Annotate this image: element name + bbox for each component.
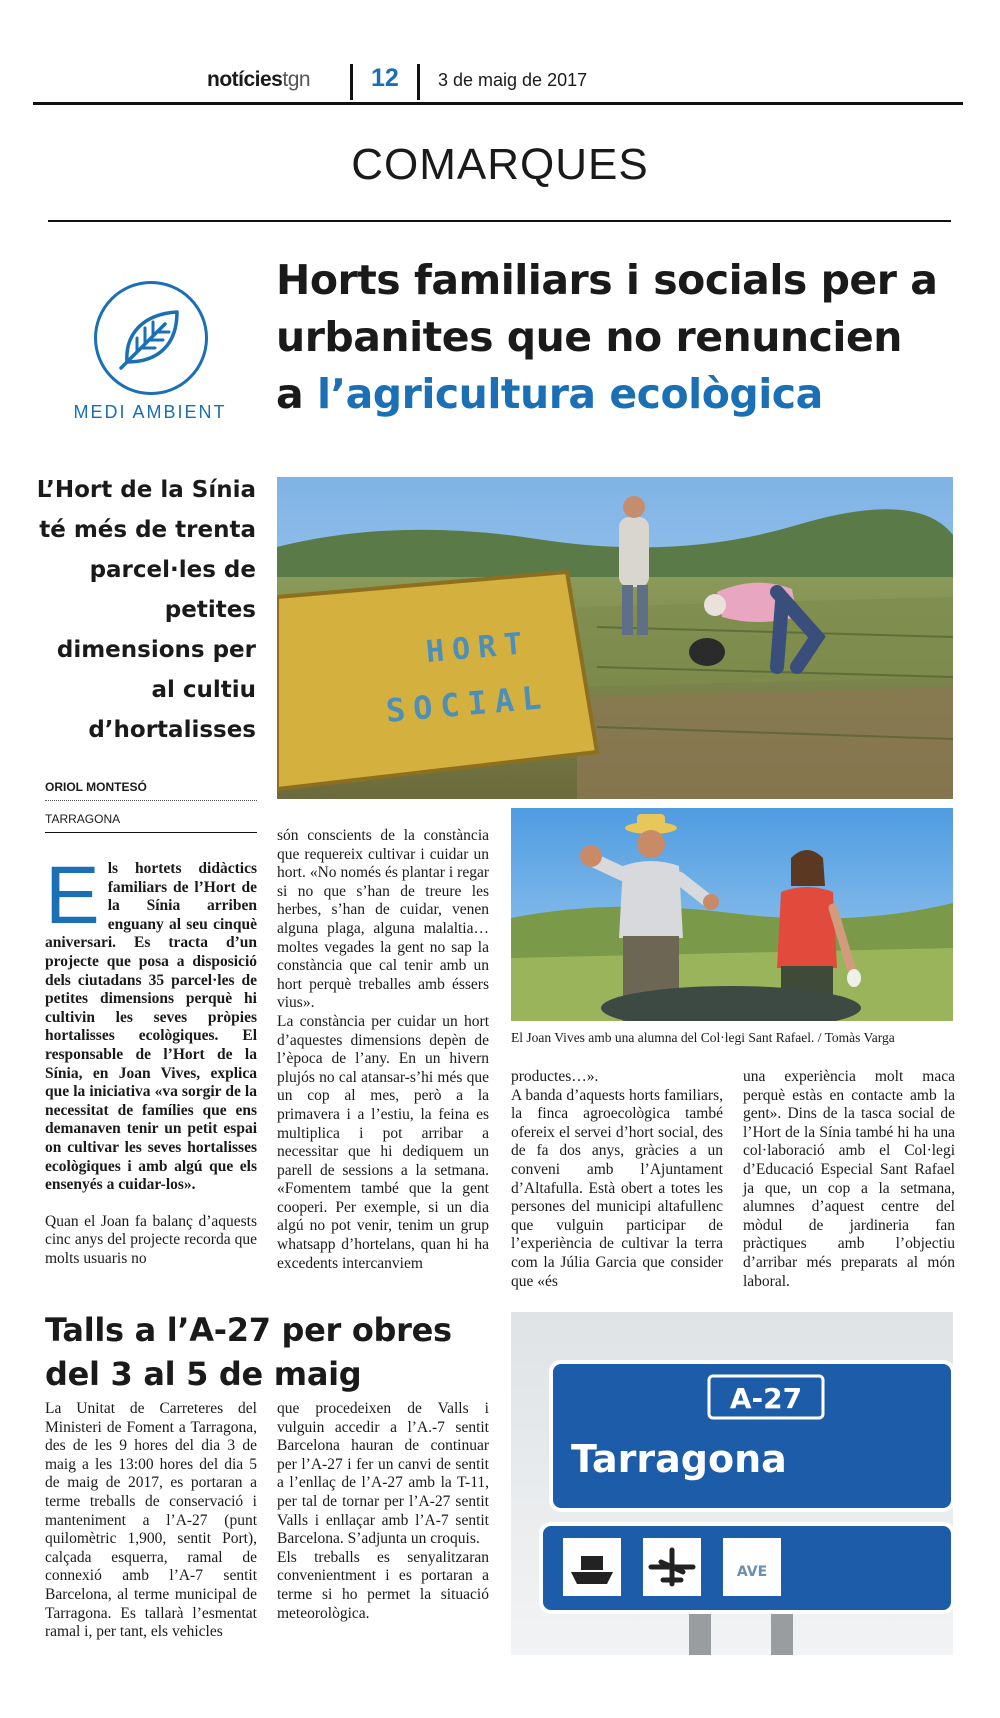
sign-city: Tarragona (571, 1437, 787, 1481)
masthead (33, 60, 963, 104)
brand-logo: notíciestgn (207, 68, 311, 91)
sign-text: HORT (424, 626, 532, 670)
section-title: COMARQUES (351, 140, 649, 189)
article-column-3 (511, 1068, 723, 1291)
sign-road-number: A-27 (729, 1382, 803, 1415)
paragraph: Els treballs es senyalitzaran convenientment i es portaran a terme si ho permet la situació meteorològica. (277, 1548, 489, 1622)
paragraph: productes…». (511, 1068, 599, 1085)
paragraph: La Unitat de Carreteres del Ministeri de Foment a Tarragona, des de les 9 hores del dia 3 de maig a les 13:00 hores del dia 5 de maig de 2017, es portaran a terme treballs de conservació i manteniment a l’A-27 (punt quilomètric 1,900, sentit Port), calçada esquerra, ramal de connexió amb l’A-7 sentit Barcelona, al terme municipal de Tarragona. Es tallarà l’esmentat ramal i, per tant, els vehicles (45, 1400, 257, 1641)
sign-text: SOCIAL (384, 677, 551, 730)
paragraph: una experiència molt maca perquè estàs en contacte amb la gent». Dins de la tasca social de l’Hort de la Sínia també hi ha una col·laboració amb el Col·legi d’Educació Especial Sant Rafael ja que, un cop a la setmana, alumnes d’aquest centre del mòdul de jardineria fan pràctiques amb l’objectiu d’arribar més preparats al món laboral. (743, 1068, 955, 1290)
paragraph: que procedeixen de Valls i vulguin accedir a l’A.-7 sentit Barcelona hauran de continuar per l’A-27 i fer un canvi de sentit a l’enllaç de l’A-27 amb la T-11, per tal de tornar per l’A-27 sentit Valls i enllaçar amb l’A-7 sentit Barcelona. S’adjunta un croquis. (277, 1400, 489, 1548)
subheadline: L’Hort de la Sínia té més de trenta parcel·les de petites dimensions per al cultiu d’hortalisses (36, 477, 256, 743)
section-rule (48, 220, 951, 222)
photo-caption: El Joan Vives amb una alumna del Col·legi Sant Rafael. / Tomàs Varga (511, 1030, 895, 1045)
header-rule (33, 102, 963, 105)
lead-paragraph: Els hortets didàctics familiars de l’Hort de la Sínia arriben enguany al seu cinquè aniversari. Es tracta d’un projecte que posa a disposició dels ciutadans 35 parcel·les de petites dimensions perquè hi cultivin les seves pròpies hortalisses ecològiques. El responsable de l’Hort de la Sínia, en Joan Vives, explica que la iniciativa «va sorgir de la necessitat de famílies que ens demanaven tenir un petit espai on cultivar les seves hortalisses ecològiques i amb algú que els ensenyés a cuidar-los». (45, 850, 257, 1194)
photo-hort-social (277, 477, 953, 799)
photo-joan-vives (511, 808, 953, 1021)
dateline-place: TARRAGONA (45, 812, 257, 833)
header-separator (417, 64, 420, 100)
article2-column-1 (45, 1400, 257, 1642)
badge-circle (94, 281, 208, 395)
issue-date: 3 de maig de 2017 (438, 70, 588, 90)
paragraph: són conscients de la constància que requereix cultivar i cuidar un hort. «No només és plantar i regar si no que s’han de treure les herbes, s’han de cuidar, venen alguna plaga, alguna malaltia… moltes vegades la gent no sap la constància que cal tenir amb un hort perquè treballes amb éssers vius». (277, 827, 489, 1012)
drop-cap: E (45, 850, 100, 941)
author-byline: ORIOL MONTESÓ (45, 780, 257, 801)
article2-column-2 (277, 1400, 489, 1623)
page-number: 12 (371, 64, 399, 92)
headline: Horts familiars i socials per a urbanites que no renuncien a l’agricultura ecològica (276, 256, 938, 418)
headline-secondary: Talls a l’A-27 per obres del 3 al 5 de maig (45, 1311, 452, 1393)
article-column-1 (45, 850, 257, 1268)
photo-road-sign (511, 1312, 953, 1655)
paragraph: A banda d’aquests horts familiars, la finca agroecològica també ofereix el servei d’hort social, des de fa dos anys, gràcies a un conveni amb l’Ajuntament d’Altafulla. Està obert a totes les persones del municipi altafullenc que vulguin participar de l’experiència de cultivar la terra com la Júlia Garcia que consider que «és (511, 1086, 723, 1290)
article-column-2 (277, 827, 489, 1273)
paragraph: La constància per cuidar un hort d’aquestes dimensions depèn de l’època de l’any. En un hivern plujós no cal atansar-s’hi més que un cop al mes, però a la primavera i a l’estiu, la feina es multiplica i pot arribar a necessitar que hi dediquem un parell de sessions a la setmana. «Fomentem també que la gent cooperi. Per exemple, si un dia algú no pot venir, tenim un grup whatsapp d’hortelans, quan hi ha excedents intercanviem (277, 1012, 489, 1272)
badge-label: MEDI AMBIENT (73, 402, 227, 422)
leaf-icon (113, 300, 189, 376)
header-separator (350, 64, 353, 100)
article-column-4 (743, 1068, 955, 1291)
ave-logo: AVE (736, 1564, 768, 1580)
paragraph: Quan el Joan fa balanç d’aquests cinc anys del projecte recorda que molts usuaris no (45, 1212, 257, 1267)
